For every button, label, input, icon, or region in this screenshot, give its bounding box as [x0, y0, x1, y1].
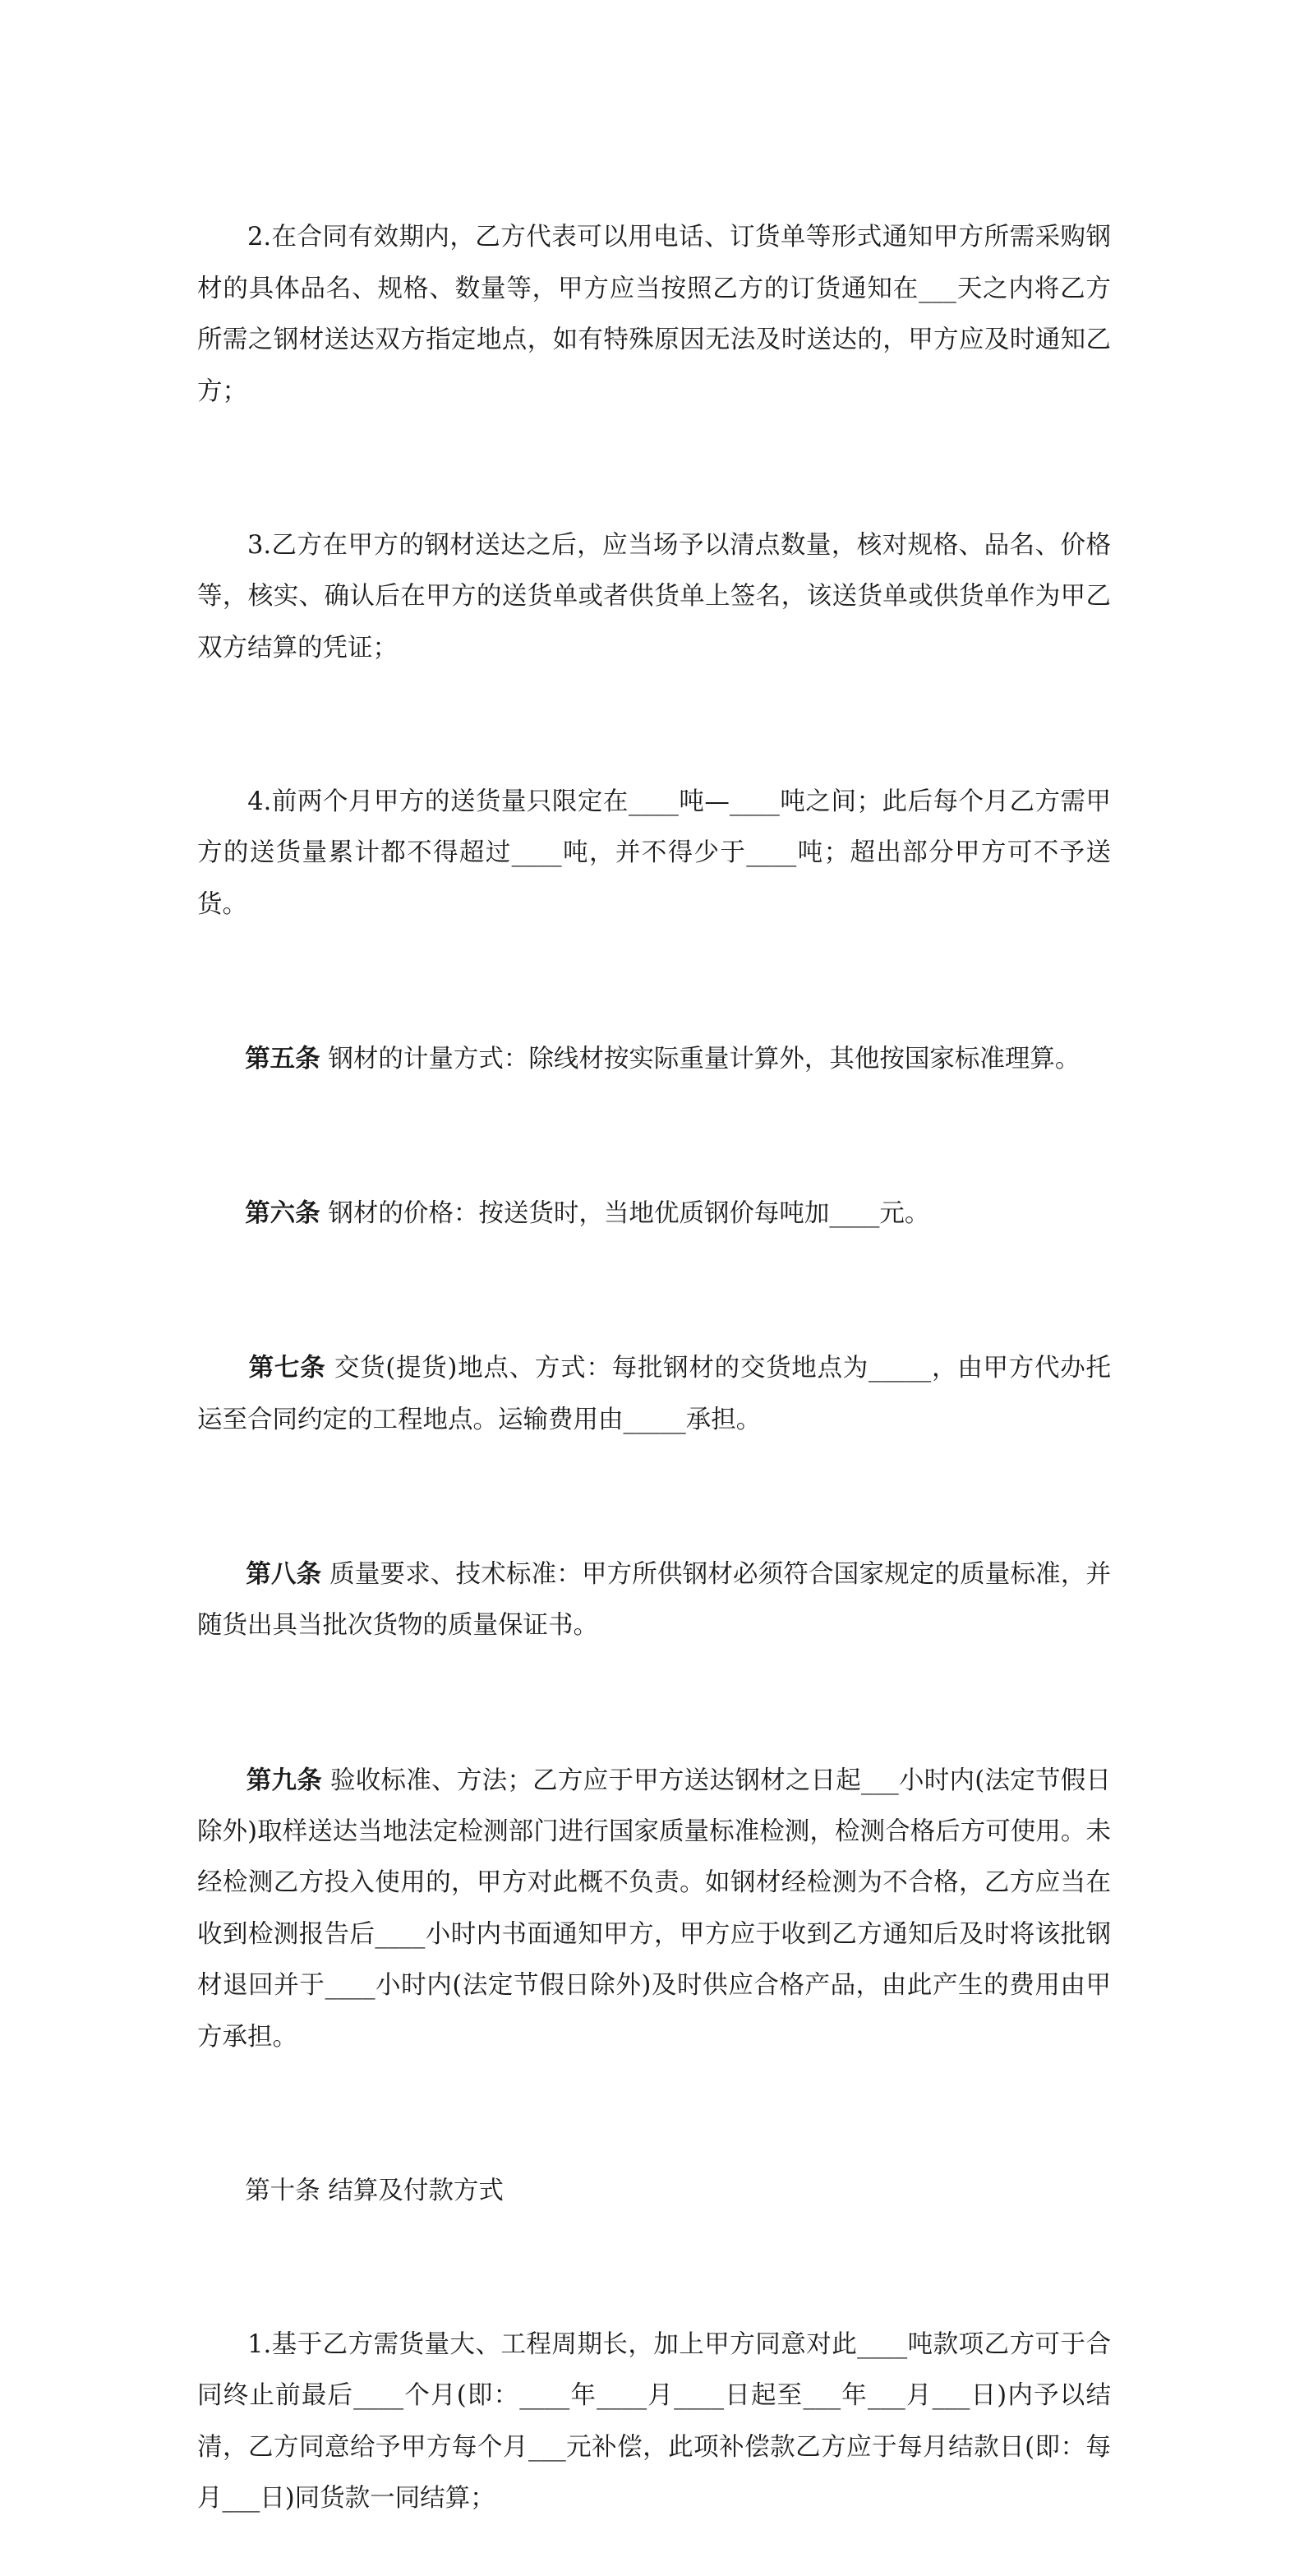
- article-10: [197, 2114, 1111, 2268]
- article-9: [197, 1703, 1111, 2114]
- article-heading: 第六条: [245, 1198, 320, 1229]
- article-text: 钢材的价格：按送货时，当地优质钢价每吨加____元。: [320, 1199, 930, 1229]
- document-body: [197, 161, 1111, 2576]
- article-heading: 第五条: [245, 1043, 320, 1073]
- article-8: [197, 1498, 1111, 1704]
- paragraph-text: 3.乙方在甲方的钢材送达之后，应当场予以清点数量，核对规格、品名、价格等，核实、确认后在甲方的送货单或者供货单上签名，该送货单或供货单作为甲乙双方结算的凭证；: [197, 530, 1111, 662]
- paragraph-text: 1.基于乙方需货量大、工程周期长，加上甲方同意对此____吨款项乙方可于合同终止前最后____个月(即：____年____月____日起至___年___月___日)内予以结清，乙方同意给予甲方每个月___元补偿，此项补偿款乙方应于每月结款日(即：每月___日)同货款一同结算；: [197, 2330, 1112, 2514]
- paragraph-item-3: [197, 469, 1111, 725]
- article-5: [197, 982, 1111, 1137]
- article-heading: 第七条: [248, 1353, 326, 1383]
- article-heading: 第九条: [246, 1765, 323, 1795]
- article-title: 第十条 结算及付款方式: [245, 2176, 504, 2205]
- paragraph-item-10-1: [197, 2269, 1111, 2576]
- article-text: 交货(提货)地点、方式：每批钢材的交货地点为_____，由甲方代办托运至合同约定的工程地点。运输费用由_____承担。: [197, 1354, 1112, 1434]
- paragraph-text: 2.在合同有效期内，乙方代表可以用电话、订货单等形式通知甲方所需采购钢材的具体品名、规格、数量等，甲方应当按照乙方的订货通知在___天之内将乙方所需之钢材送达双方指定地点，如有特殊原因无法及时送达的，甲方应及时通知乙方；: [197, 223, 1111, 406]
- article-text: 验收标准、方法；乙方应于甲方送达钢材之日起___小时内(法定节假日除外)取样送达当地法定检测部门进行国家质量标准检测，检测合格后方可使用。未经检测乙方投入使用的，甲方对此概不负责。如钢材经检测为不合格，乙方应当在收到检测报告后____小时内书面通知甲方，甲方应于收到乙方通知后及时将该批钢材退回并于____小时内(法定节假日除外)及时供应合格产品，由此产生的费用由甲方承担。: [197, 1766, 1112, 2052]
- article-text: 钢材的计量方式：除线材按实际重量计算外，其他按国家标准理算。: [320, 1044, 1081, 1073]
- article-6: [197, 1137, 1111, 1291]
- paragraph-item-4: [197, 725, 1111, 981]
- article-heading: 第八条: [246, 1558, 322, 1589]
- paragraph-item-2: [197, 161, 1111, 469]
- paragraph-text: 4.前两个月甲方的送货量只限定在____吨—____吨之间；此后每个月乙方需甲方的送货量累计都不得超过____吨，并不得少于____吨；超出部分甲方可不予送货。: [197, 787, 1111, 919]
- article-7: [197, 1291, 1111, 1498]
- article-text: 质量要求、技术标准：甲方所供钢材必须符合国家规定的质量标准，并随货出具当批次货物的质量保证书。: [197, 1559, 1112, 1641]
